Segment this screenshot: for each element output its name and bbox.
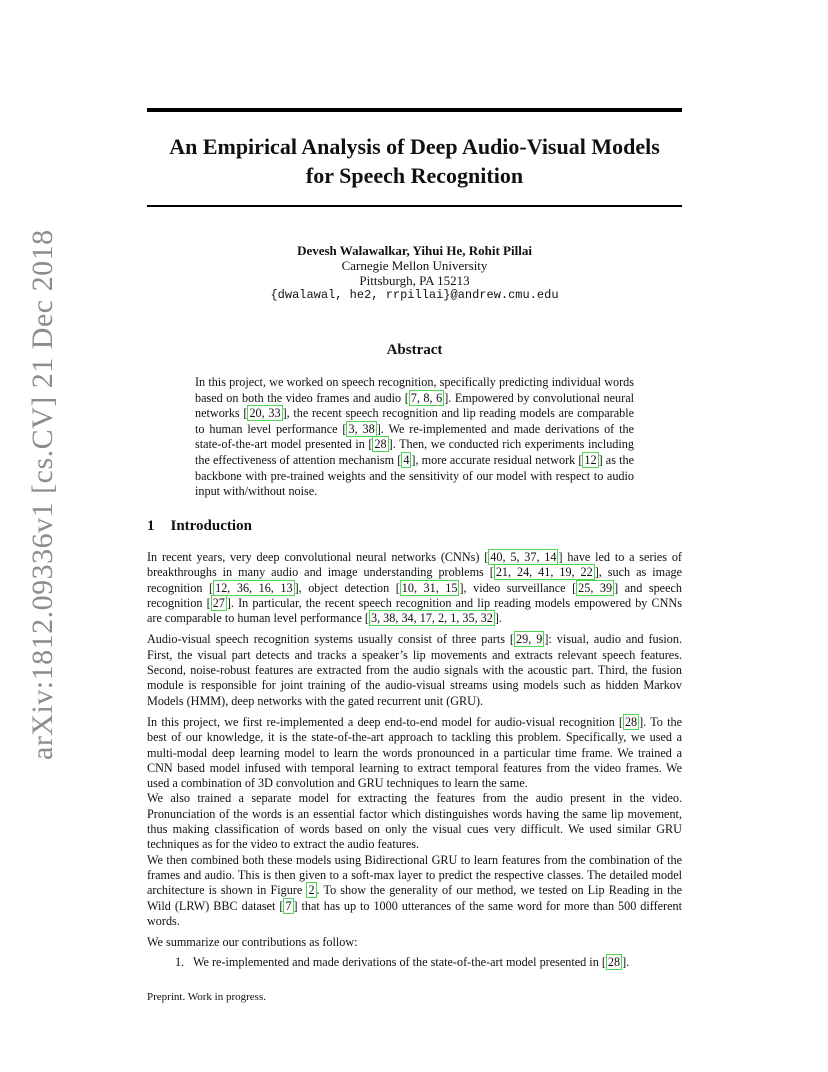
citation-link[interactable]: 12, 36, 16, 13 bbox=[215, 580, 293, 595]
p2-text-2: ]: visual, audio and fusion. First, the visual part detects and tracks a speaker’s lip movements and extracts relevant speech features. Second, noise-robust features are extracted from the audio signals with the acoustic part. Third, the fusion module is responsible for joint training of the audio-visual streams using models such as hidden Markov Models (HMM), deep networks with the gated recurrent unit (GRU). bbox=[147, 632, 683, 708]
p3-text-1: In this project, we first re-implemented a deep end-to-end model for audio-visual recognition [ bbox=[147, 714, 623, 729]
citation-link[interactable]: 20, 33 bbox=[249, 406, 281, 421]
citation-link[interactable]: 29, 9 bbox=[516, 632, 543, 647]
p1-text-2: ] have led to a series of breakthroughs in many audio and image understanding problems [ bbox=[147, 550, 682, 580]
paragraph-5 bbox=[147, 853, 682, 929]
list-item-text-1: We re-implemented and made derivations of the state-of-the-art model presented in [ bbox=[193, 955, 606, 969]
citation-link[interactable]: 28 bbox=[624, 714, 638, 729]
p3-text-2: ]. To the best of our knowledge, it is the state-of-the-art approach to tackling this problem. Specifically, we used a multi-modal deep learning model to learn the words pronounced in a particular time frame. We trained a CNN based model infused with temporal learning to extract temporal features from the video frames. We used a combination of 3D convolution and GRU techniques to learn the same. bbox=[147, 714, 682, 791]
abstract-text-6: ], more accurate residual network [ bbox=[411, 452, 583, 467]
author-email: {dwalawal, he2, rrpillai}@andrew.cmu.edu bbox=[270, 288, 559, 302]
abstract-text-1: In this project, we worked on speech recognition, specifically predicting individual words based on both the video frames and audio [ bbox=[195, 375, 634, 405]
p1-text-5: ], video surveillance [ bbox=[459, 580, 577, 595]
p5-text-1: We then combined both these models using Bidirectional GRU to learn features from the combination of the frames and audio. This is then given to a soft-max layer to predict the respective classes. The detailed model architecture is shown in Figure bbox=[147, 852, 682, 898]
citation-link[interactable]: 40, 5, 37, 14 bbox=[490, 550, 557, 564]
preprint-footnote: Preprint. Work in progress. bbox=[147, 991, 266, 1003]
paper-title bbox=[147, 132, 682, 190]
section-heading-introduction bbox=[147, 518, 252, 535]
paragraph-3 bbox=[147, 715, 682, 791]
list-item-number: 1. bbox=[175, 955, 185, 969]
author-block bbox=[147, 243, 682, 303]
p5-text-2: . To show the generality of our method, we tested on Lip Reading in the Wild (LRW) BBC dataset [ bbox=[147, 883, 682, 913]
citation-link[interactable]: 7 bbox=[285, 898, 292, 913]
abstract-heading: Abstract bbox=[386, 342, 443, 358]
citation-link[interactable]: 25, 39 bbox=[578, 580, 613, 595]
list-item-text-2: ]. bbox=[622, 955, 630, 969]
p5-text-3: ] that has up to 1000 utterances of the same word for more than 500 different words. bbox=[147, 898, 682, 928]
author-names: Devesh Walawalkar, Yihui He, Rohit Pillai bbox=[297, 243, 532, 258]
p1-text-6: ] and speech recognition [ bbox=[147, 580, 682, 610]
title-line-2: for Speech Recognition bbox=[305, 163, 524, 188]
p2-text-1: Audio-visual speech recognition systems usually consist of three parts [ bbox=[147, 632, 514, 647]
title-bottom-rule bbox=[147, 205, 682, 207]
citation-link[interactable]: 12 bbox=[584, 452, 597, 467]
citation-link[interactable]: 3, 38, 34, 17, 2, 1, 35, 32 bbox=[370, 611, 493, 626]
p1-text-8: ]. bbox=[494, 611, 502, 626]
abstract-text-4: ]. We re-implemented and made derivations of the state-of-the-art model presented in [ bbox=[195, 421, 635, 452]
citation-link[interactable]: 28 bbox=[374, 437, 387, 452]
abstract-text-2: ]. Empowered by convolutional neural networks [ bbox=[195, 390, 634, 421]
citation-link[interactable]: 3, 38 bbox=[348, 421, 375, 436]
figure-link[interactable]: 2 bbox=[308, 883, 315, 898]
citation-link[interactable]: 27 bbox=[212, 595, 225, 610]
p1-text-7: ]. In particular, the recent speech recognition and lip reading models empowered by CNNs are comparable to human level performance [ bbox=[147, 595, 682, 626]
citation-link[interactable]: 10, 31, 15 bbox=[401, 580, 458, 595]
abstract-text-7: ] as the backbone with pre-trained weights and the sensitivity of our model with respect to audio input with/without noise. bbox=[195, 452, 634, 499]
author-address: Pittsburgh, PA 15213 bbox=[359, 273, 470, 288]
abstract-text bbox=[195, 375, 634, 500]
contributions-list bbox=[175, 955, 682, 970]
paragraph-1 bbox=[147, 550, 682, 626]
citation-link[interactable]: 28 bbox=[607, 955, 621, 969]
paragraph-6: We summarize our contributions as follow: bbox=[147, 935, 358, 950]
paragraph-2 bbox=[147, 632, 682, 708]
p1-text-3: ], such as image recognition [ bbox=[147, 565, 682, 595]
arxiv-stamp: arXiv:1812.09336v1 [cs.CV] 21 Dec 2018 bbox=[26, 229, 59, 760]
citation-link[interactable]: 7, 8, 6 bbox=[410, 390, 443, 405]
author-affiliation: Carnegie Mellon University bbox=[341, 258, 488, 273]
introduction-body bbox=[147, 550, 682, 956]
section-title: Introduction bbox=[170, 518, 252, 534]
title-top-rule bbox=[147, 108, 682, 112]
abstract-text-3: ], the recent speech recognition and lip reading models are comparable to human level performance [ bbox=[195, 406, 635, 436]
citation-link[interactable]: 21, 24, 41, 19, 22 bbox=[495, 565, 593, 580]
p1-text-1: In recent years, very deep convolutional neural networks (CNNs) [ bbox=[147, 550, 489, 564]
citation-link[interactable]: 4 bbox=[403, 452, 410, 467]
title-line-1: An Empirical Analysis of Deep Audio-Visual Models bbox=[169, 134, 660, 159]
list-item bbox=[175, 955, 682, 970]
paragraph-4: We also trained a separate model for extracting the features from the audio present in the video. Pronunciation of the words is an essential factor which distinguishes words having the same lip movement, thus making classification of words based on only the visual cues very difficult. We used similar GRU techniques as for the video to extract the audio features. bbox=[147, 791, 682, 852]
p1-text-4: ], object detection [ bbox=[294, 580, 400, 595]
abstract-text-5: ]. Then, we conducted rich experiments including the effectiveness of attention mechanism [ bbox=[195, 437, 634, 467]
section-number: 1 bbox=[147, 518, 155, 534]
